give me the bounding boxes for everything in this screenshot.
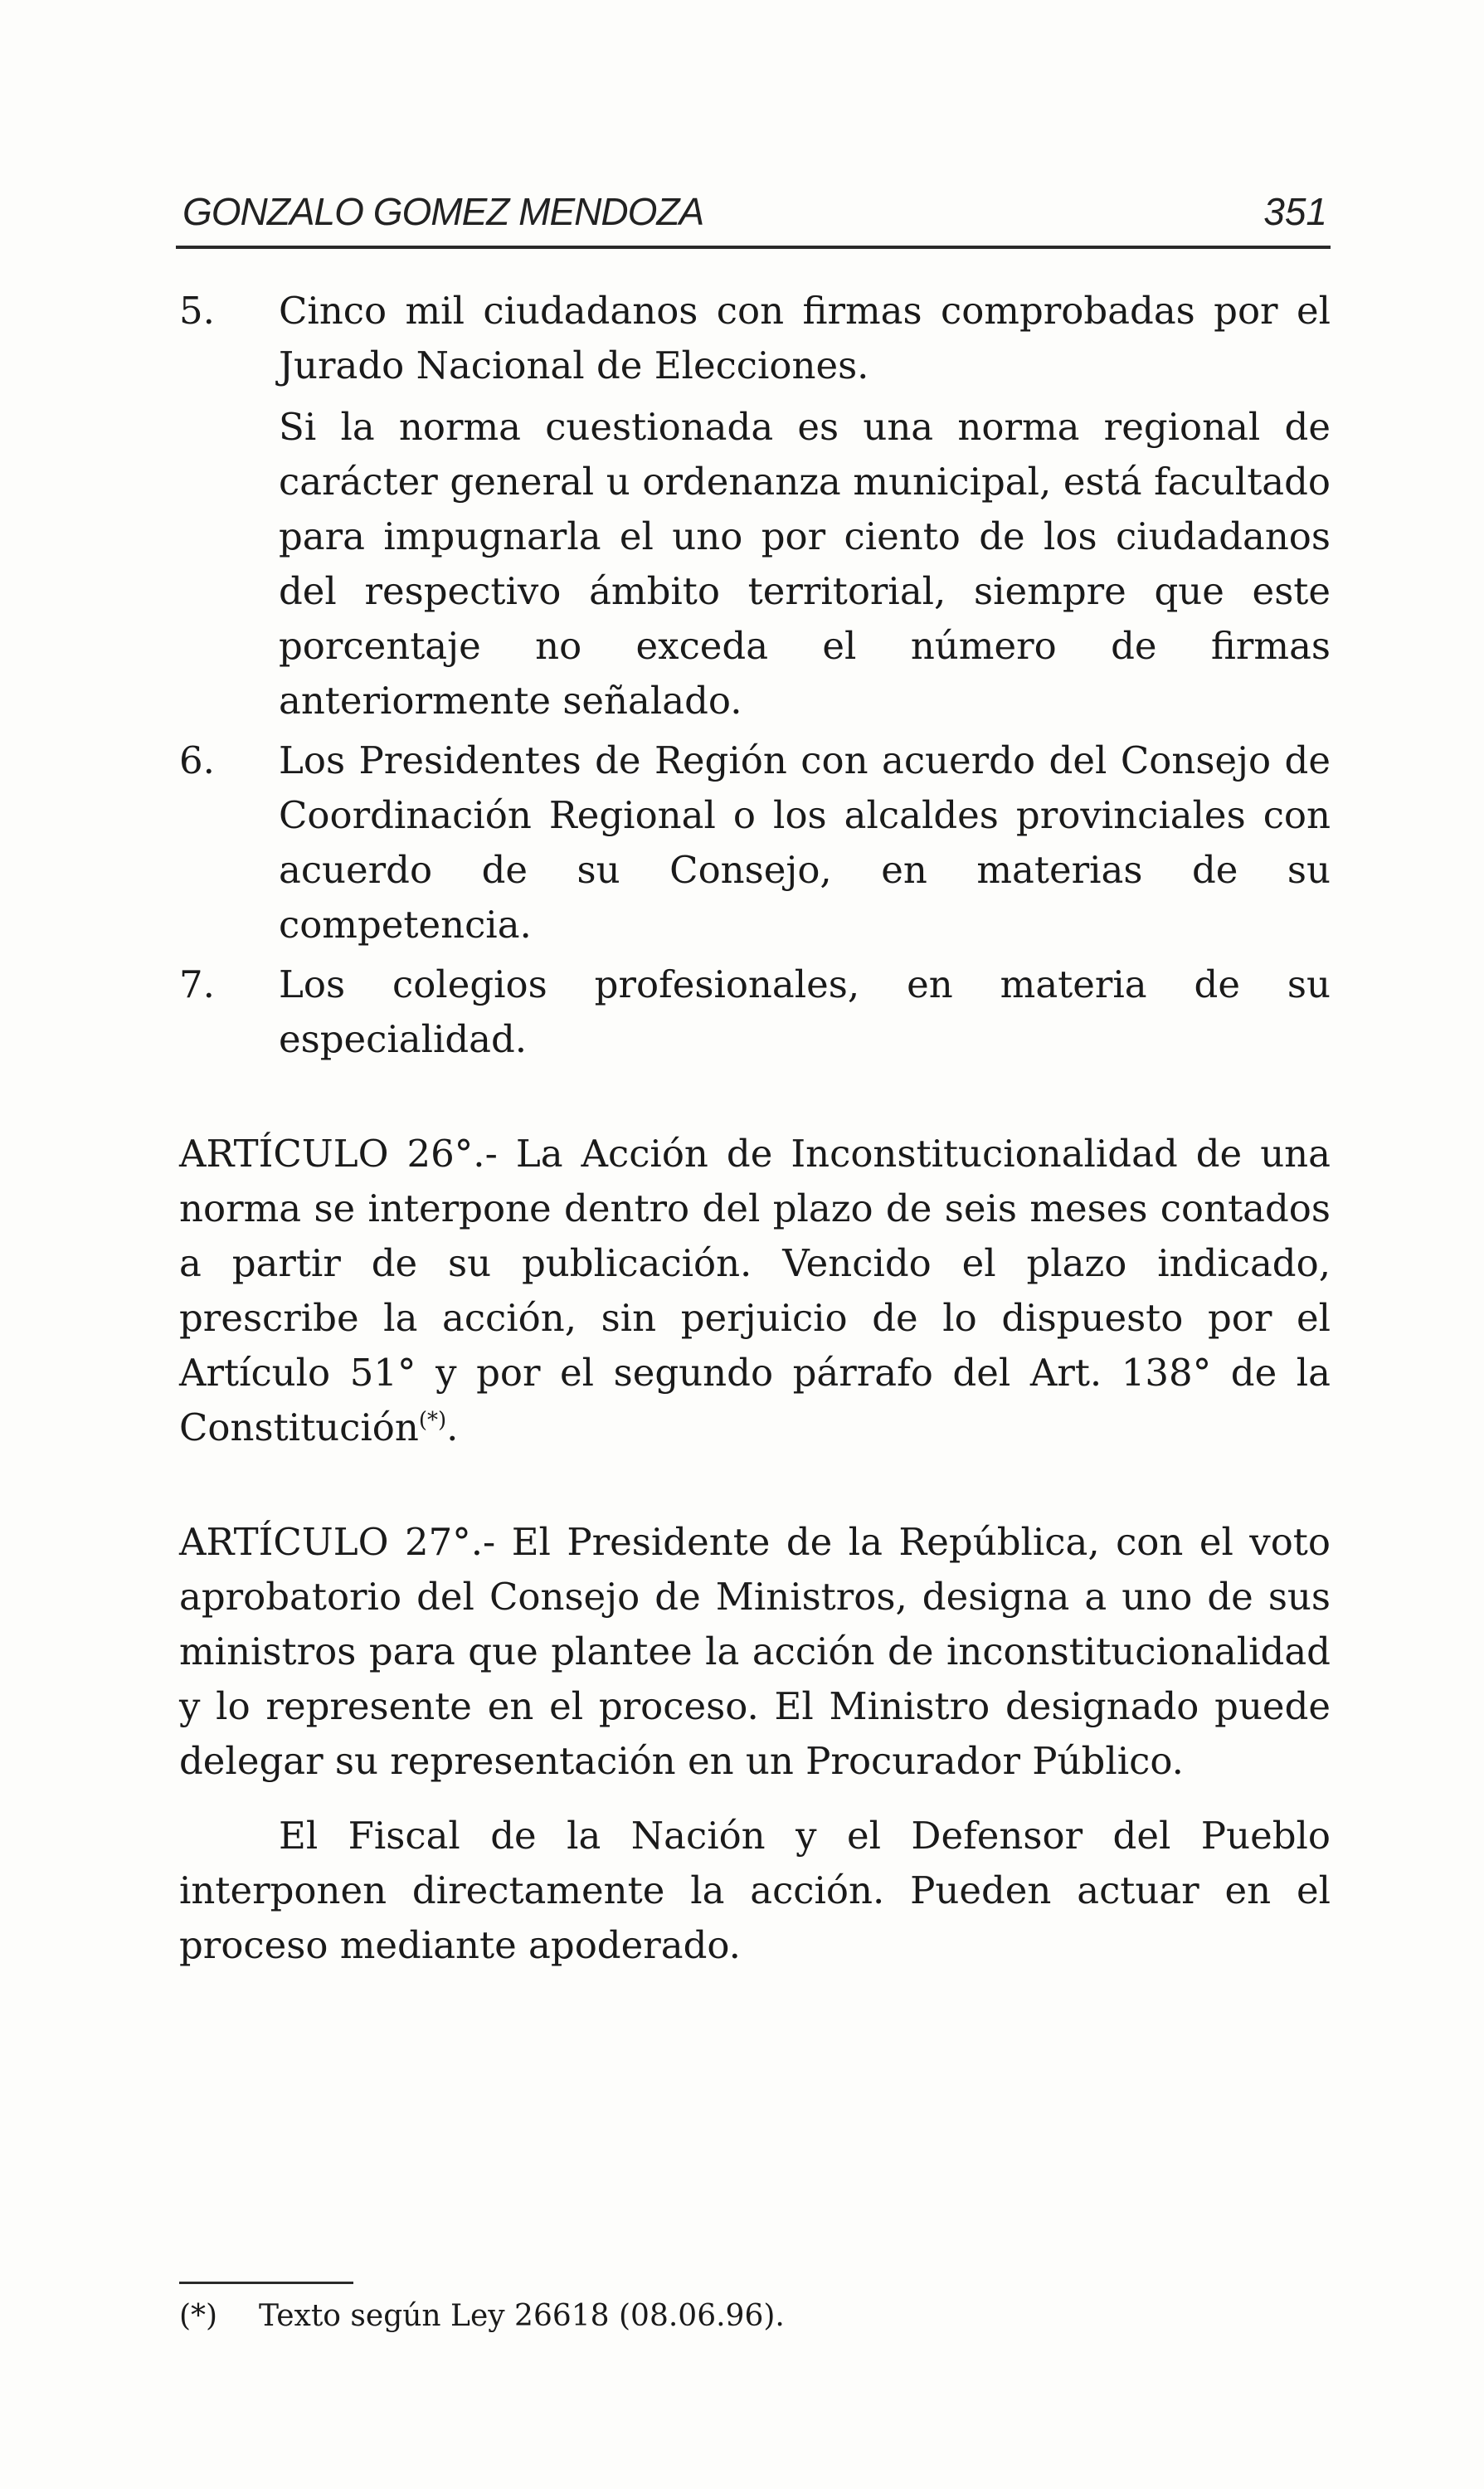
article-27 — [179, 1515, 1331, 1789]
article-27-text: El Presidente de la República, con el voto aprobatorio del Consejo de Ministros, designa a uno de sus ministros para que plantee la acción de inconstitucionalidad y lo represente en el proceso. El Ministro designado puede delegar su representación en un Procurador Público. — [179, 1520, 1331, 1783]
list-item-text: Cinco mil ciudadanos con firmas comprobadas por el Jurado Nacional de Elecciones. — [279, 289, 1331, 387]
footnote-text: Texto según Ley 26618 (08.06.96). — [259, 2299, 785, 2333]
article-26-heading: ARTÍCULO 26°.- — [179, 1132, 498, 1176]
article-26 — [179, 1127, 1331, 1455]
list-item — [179, 957, 1331, 1067]
list-item — [179, 284, 1331, 728]
article-27-heading: ARTÍCULO 27°.- — [179, 1520, 496, 1564]
header-author: GONZALO GOMEZ MENDOZA — [182, 190, 704, 233]
list-item-text: Los colegios profesionales, en materia de su especialidad. — [279, 962, 1331, 1061]
footnote-divider — [179, 2282, 353, 2284]
article-27-paragraph-2: El Fiscal de la Nación y el Defensor del Pueblo interponen directamente la acción. Pueden actuar en el proceso mediante apoderado. — [179, 1814, 1331, 1967]
article-26-end: . — [446, 1405, 459, 1449]
list-item-subparagraph: Si la norma cuestionada es una norma regional de carácter general u ordenanza municipal, está facultado para impugnarla el uno por ciento de los ciudadanos del respectivo ámbito territorial, siempre que este porcentaje no exceda el número de firmas anteriormente señalado. — [279, 405, 1331, 723]
list-item-number: 5. — [179, 289, 215, 333]
list-item-number: 6. — [179, 738, 215, 782]
running-header — [176, 181, 1331, 249]
footnote — [179, 2297, 1258, 2336]
list-item — [179, 733, 1331, 952]
main-text — [179, 284, 1331, 1973]
footnote-reference: (*) — [418, 1408, 447, 1433]
list-item-text: Los Presidentes de Región con acuerdo del Consejo de Coordinación Regional o los alcaldes provinciales con acuerdo de su Consejo, en materias de su competencia. — [279, 738, 1331, 947]
article-26-text: La Acción de Inconstitucionalidad de una norma se interpone dentro del plazo de seis meses contados a partir de su publicación. Vencido el plazo indicado, prescribe la acción, sin perjuicio de lo dispuesto por el Artículo 51° y por el segundo párrafo del Art. 138° de la Constitución — [179, 1132, 1331, 1449]
list-item-number: 7. — [179, 962, 215, 1006]
footnote-mark: (*) — [179, 2299, 218, 2333]
page-number: 351 — [1263, 190, 1327, 233]
